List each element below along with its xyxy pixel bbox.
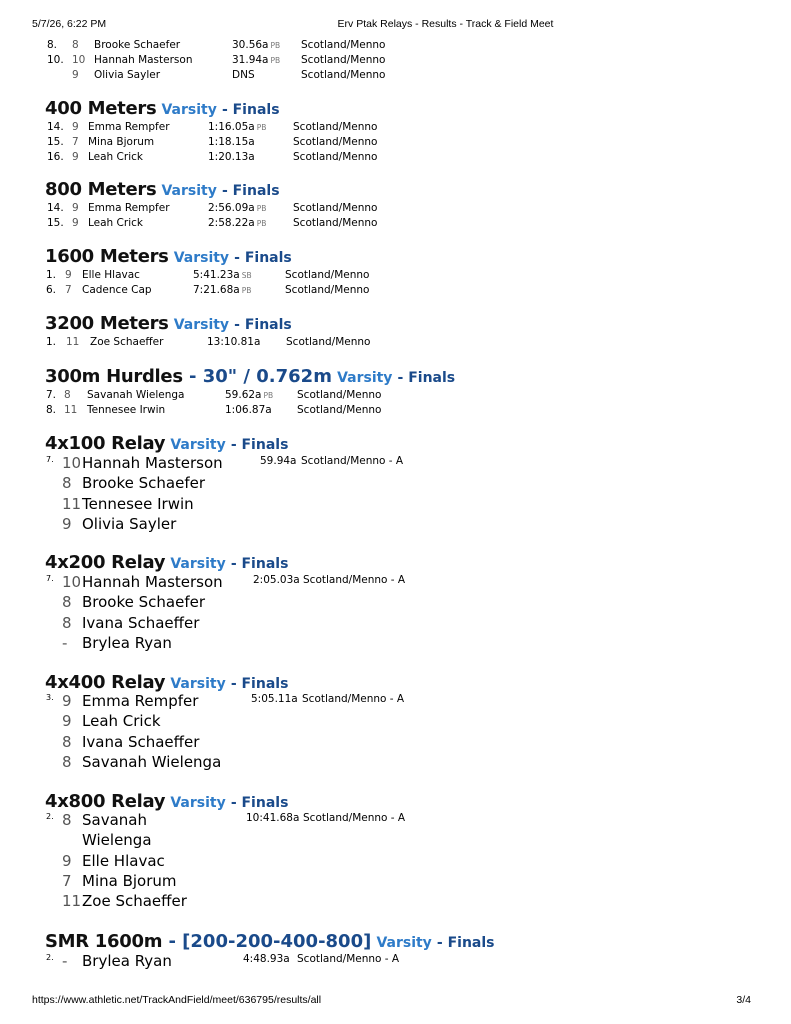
relay-place: 7. [46, 455, 54, 464]
mark-value: 31.94a [232, 54, 269, 66]
relay-mark[interactable]: 5:05.11a [251, 693, 298, 705]
event-title[interactable] [45, 179, 280, 200]
athlete-name[interactable]: Leah Crick [88, 151, 143, 163]
athlete-name[interactable]: Olivia Sayler [94, 69, 161, 81]
leg-grade: - [62, 952, 68, 970]
record-badge: PB [270, 41, 281, 50]
leg-grade: 9 [62, 692, 72, 710]
relay-leg [62, 691, 198, 711]
team-name[interactable]: Scotland/Menno [297, 389, 382, 401]
event-title[interactable] [45, 98, 280, 119]
leg-athlete-name[interactable]: Brooke Schaefer [82, 474, 206, 493]
leg-athlete-name[interactable]: Leah Crick [82, 712, 161, 731]
result-grade: 9 [72, 69, 79, 81]
team-name[interactable]: Scotland/Menno [293, 202, 378, 214]
team-name[interactable]: Scotland/Menno [293, 217, 378, 229]
event-round: - Finals [230, 795, 289, 811]
leg-athlete-name[interactable]: Elle Hlavac [82, 851, 165, 870]
print-url[interactable]: https://www.athletic.net/TrackAndField/meet/636795/results/all [32, 994, 322, 1006]
leg-grade: 8 [62, 752, 72, 771]
event-division: Varsity [337, 370, 393, 386]
relay-leg [62, 810, 147, 830]
leg-grade: 8 [62, 732, 72, 751]
result-row [0, 335, 791, 349]
leg-grade: - [62, 633, 68, 652]
result-row [0, 38, 791, 52]
result-mark[interactable] [232, 53, 280, 68]
mark-value: 30.56a [232, 39, 269, 51]
relay-team[interactable]: Scotland/Menno - A [297, 953, 400, 965]
team-name[interactable]: Scotland/Menno [285, 284, 370, 296]
athlete-name[interactable]: Emma Rempfer [88, 121, 170, 133]
leg-athlete-name[interactable]: Savanah [82, 811, 147, 829]
leg-athlete-name[interactable]: Brooke Schaefer [82, 593, 206, 612]
event-title[interactable] [45, 931, 495, 952]
result-place: 1. [46, 336, 57, 348]
result-row [0, 283, 791, 297]
mark-value: 1:06.87a [225, 404, 272, 416]
event-division: Varsity [170, 556, 226, 572]
result-grade: 9 [72, 217, 79, 229]
result-mark[interactable] [232, 68, 257, 83]
event-spec: - [200-200-400-800] [162, 931, 372, 952]
leg-athlete-name[interactable]: Olivia Sayler [82, 514, 177, 533]
event-division: Varsity [173, 317, 230, 333]
mark-value: 2:58.22a [208, 217, 255, 229]
result-row [0, 388, 791, 402]
mark-value: 1:20.13a [208, 151, 255, 163]
team-name[interactable]: Scotland/Menno [301, 69, 386, 81]
leg-grade: 8 [62, 593, 72, 612]
relay-leg [62, 951, 172, 971]
event-division: Varsity [376, 935, 432, 951]
relay-leg [62, 851, 165, 871]
result-grade: 11 [64, 404, 78, 416]
event-division: Varsity [173, 250, 230, 266]
event-round: - Finals [221, 183, 280, 199]
event-division: Varsity [170, 795, 226, 811]
event-round: - Finals [234, 317, 292, 333]
relay-team[interactable]: Scotland/Menno - A [302, 693, 405, 705]
relay-leg [62, 830, 152, 850]
leg-grade: 9 [62, 851, 72, 870]
result-grade: 8 [64, 389, 71, 401]
event-division: Varsity [161, 183, 217, 199]
event-round: - Finals [230, 437, 289, 453]
leg-athlete-name[interactable]: Ivana Schaeffer [82, 732, 200, 751]
relay-leg [62, 732, 199, 752]
leg-grade: 8 [62, 613, 72, 632]
relay-place: 2. [46, 953, 54, 962]
leg-athlete-name[interactable]: Mina Bjorum [82, 871, 177, 890]
result-grade: 9 [65, 269, 72, 281]
team-name[interactable]: Scotland/Menno [297, 404, 382, 416]
result-mark[interactable] [225, 403, 274, 418]
result-mark[interactable] [208, 216, 266, 231]
leg-grade: 11 [62, 892, 82, 911]
team-name[interactable]: Scotland/Menno [285, 269, 370, 281]
athlete-name[interactable]: Emma Rempfer [88, 202, 170, 214]
relay-leg [62, 473, 205, 493]
event-title[interactable] [45, 552, 288, 573]
relay-leg [62, 514, 176, 534]
event-division: Varsity [170, 676, 226, 692]
leg-athlete-name[interactable]: Hannah Masterson [82, 454, 223, 472]
record-badge: PB [241, 286, 252, 295]
leg-grade: 8 [62, 811, 72, 829]
page-number: 3/4 [736, 994, 751, 1006]
record-badge: PB [263, 391, 274, 400]
relay-leg [62, 871, 177, 891]
result-place: 14. [47, 202, 64, 214]
record-badge: PB [256, 123, 267, 132]
team-name[interactable]: Scotland/Menno [293, 151, 378, 163]
result-place: 15. [47, 136, 64, 148]
event-title[interactable] [45, 366, 455, 387]
event-title[interactable] [45, 246, 292, 267]
leg-athlete-name[interactable]: Ivana Schaeffer [82, 613, 200, 632]
athlete-name[interactable]: Cadence Cap [82, 284, 152, 296]
team-name[interactable]: Scotland/Menno [293, 121, 378, 133]
result-mark[interactable] [208, 135, 257, 150]
result-place: 8. [47, 39, 58, 51]
leg-athlete-name[interactable]: Wielenga [82, 831, 152, 850]
result-mark[interactable] [208, 120, 266, 135]
mark-value: 1:18.15a [208, 136, 255, 148]
athlete-name[interactable]: Leah Crick [88, 217, 143, 229]
event-division: Varsity [161, 102, 217, 118]
result-place: 16. [47, 151, 64, 163]
mark-value: 13:10.81a [207, 336, 261, 348]
leg-athlete-name[interactable]: Hannah Masterson [82, 573, 223, 591]
team-name[interactable]: Scotland/Menno [301, 39, 386, 51]
result-grade: 9 [72, 202, 79, 214]
leg-athlete-name[interactable]: Zoe Schaeffer [82, 892, 187, 911]
mark-value: DNS [232, 69, 255, 81]
relay-team[interactable]: Scotland/Menno - A [303, 812, 406, 824]
relay-leg [62, 592, 205, 612]
result-row [0, 68, 791, 82]
leg-grade: 7 [62, 871, 72, 890]
mark-value: 7:21.68a [193, 284, 240, 296]
leg-grade: 9 [62, 514, 72, 533]
event-name: SMR 1600m [45, 931, 163, 952]
event-round: - Finals [397, 370, 456, 386]
relay-leg [62, 572, 223, 592]
print-datetime: 5/7/26, 6:22 PM [32, 18, 107, 30]
relay-leg [62, 711, 161, 731]
event-round: - Finals [230, 676, 289, 692]
event-name: 4x400 Relay [45, 672, 166, 693]
relay-leg [62, 891, 187, 911]
event-title[interactable] [45, 433, 288, 454]
team-name[interactable]: Scotland/Menno [293, 136, 378, 148]
mark-value: 2:56.09a [208, 202, 255, 214]
relay-team[interactable]: Scotland/Menno - A [301, 455, 404, 467]
result-grade: 7 [72, 136, 79, 148]
result-row [0, 403, 791, 417]
event-round: - Finals [234, 250, 292, 266]
leg-grade: 9 [62, 712, 72, 731]
leg-grade: 11 [62, 494, 82, 513]
relay-mark[interactable]: 10:41.68a [246, 812, 300, 824]
athlete-name[interactable]: Tennesee Irwin [87, 404, 166, 416]
event-name: 1600 Meters [45, 246, 169, 267]
relay-place: 2. [46, 812, 54, 821]
relay-mark[interactable]: 4:48.93a [243, 953, 290, 965]
event-title[interactable] [45, 313, 292, 334]
athlete-name[interactable]: Hannah Masterson [94, 54, 193, 66]
record-badge: SB [241, 271, 252, 280]
result-grade: 11 [66, 336, 80, 348]
mark-value: 1:16.05a [208, 121, 255, 133]
event-name: 400 Meters [45, 98, 157, 119]
relay-leg [62, 613, 199, 633]
event-name: 4x100 Relay [45, 433, 166, 454]
result-mark[interactable] [193, 268, 252, 283]
event-title[interactable] [45, 672, 288, 693]
mark-value: 59.62a [225, 389, 262, 401]
athlete-name[interactable]: Savanah Wielenga [87, 389, 185, 401]
leg-grade: 10 [62, 454, 82, 472]
result-row [0, 216, 791, 230]
athlete-name[interactable]: Elle Hlavac [82, 269, 140, 281]
leg-grade: 10 [62, 573, 82, 591]
result-row [0, 120, 791, 134]
event-round: - Finals [436, 935, 495, 951]
print-title: Erv Ptak Relays - Results - Track & Field Meet [337, 18, 554, 30]
event-title[interactable] [45, 791, 288, 812]
leg-athlete-name[interactable]: Brylea Ryan [82, 952, 172, 970]
result-grade: 9 [72, 151, 79, 163]
record-badge: PB [256, 204, 267, 213]
relay-team[interactable]: Scotland/Menno - A [303, 574, 406, 586]
result-row [0, 135, 791, 149]
result-place: 1. [46, 269, 57, 281]
result-mark[interactable] [208, 201, 266, 216]
result-grade: 7 [65, 284, 72, 296]
result-place: 14. [47, 121, 64, 133]
relay-mark[interactable]: 2:05.03a [253, 574, 300, 586]
result-row [0, 201, 791, 215]
result-mark[interactable] [193, 283, 251, 298]
result-row [0, 53, 791, 67]
leg-grade: 8 [62, 474, 72, 493]
relay-leg [62, 494, 194, 514]
event-name: 300m Hurdles [45, 366, 183, 387]
relay-leg [62, 453, 223, 473]
mark-value: 5:41.23a [193, 269, 240, 281]
result-row [0, 150, 791, 164]
event-division: Varsity [170, 437, 226, 453]
result-grade: 9 [72, 121, 79, 133]
relay-place: 3. [46, 693, 54, 702]
result-row [0, 268, 791, 282]
result-mark[interactable] [207, 335, 262, 350]
athlete-name[interactable]: Zoe Schaeffer [90, 336, 164, 348]
event-name: 3200 Meters [45, 313, 169, 334]
event-round: - Finals [230, 556, 289, 572]
record-badge: PB [256, 219, 267, 228]
result-mark[interactable] [225, 388, 273, 403]
result-place: 8. [46, 404, 57, 416]
event-name: 4x800 Relay [45, 791, 166, 812]
result-mark[interactable] [232, 38, 280, 53]
relay-mark[interactable]: 59.94a [260, 455, 297, 467]
result-mark[interactable] [208, 150, 257, 165]
team-name[interactable]: Scotland/Menno [286, 336, 371, 348]
result-grade: 10 [72, 54, 86, 66]
result-place: 10. [47, 54, 64, 66]
athlete-name[interactable]: Brooke Schaefer [94, 39, 181, 51]
athlete-name[interactable]: Mina Bjorum [88, 136, 155, 148]
record-badge: PB [270, 56, 281, 65]
relay-leg [62, 633, 172, 653]
leg-athlete-name[interactable]: Savanah Wielenga [82, 752, 222, 771]
leg-athlete-name[interactable]: Emma Rempfer [82, 692, 199, 710]
relay-leg [62, 752, 221, 772]
event-round: - Finals [221, 102, 280, 118]
event-spec: - 30" / 0.762m [182, 366, 332, 387]
leg-athlete-name[interactable]: Brylea Ryan [82, 633, 172, 652]
result-place: 6. [46, 284, 57, 296]
event-name: 800 Meters [45, 179, 157, 200]
event-name: 4x200 Relay [45, 552, 166, 573]
result-place: 15. [47, 217, 64, 229]
result-grade: 8 [72, 39, 79, 51]
relay-place: 7. [46, 574, 54, 583]
result-place: 7. [46, 389, 57, 401]
leg-athlete-name[interactable]: Tennesee Irwin [82, 494, 194, 513]
team-name[interactable]: Scotland/Menno [301, 54, 386, 66]
